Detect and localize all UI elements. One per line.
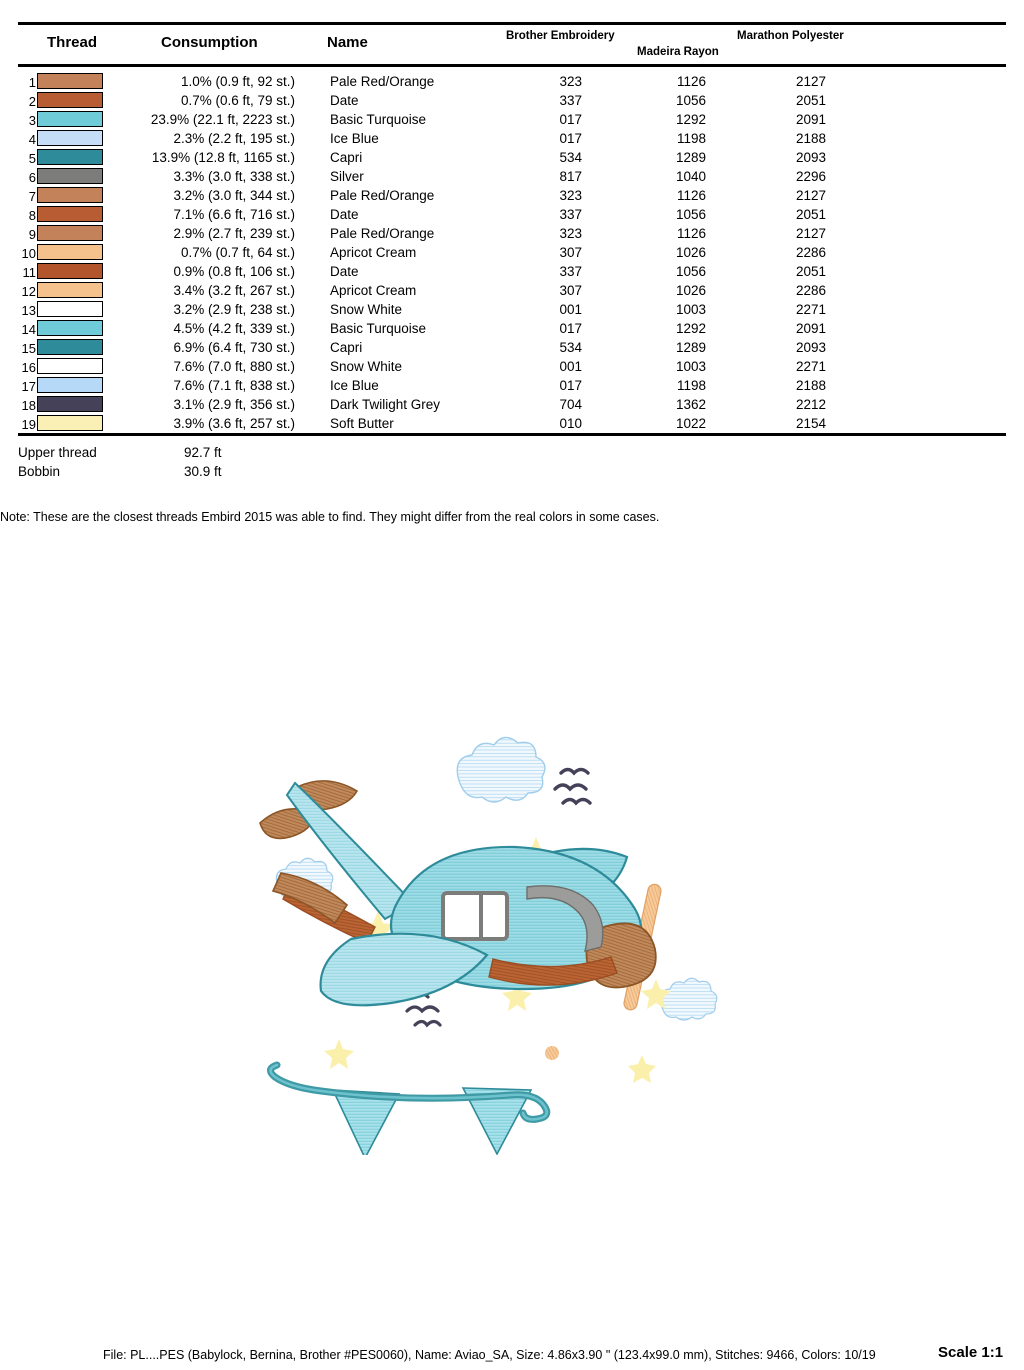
- thread-index: 7: [28, 189, 36, 204]
- thread-consumption: 7.1% (6.6 ft, 716 st.): [173, 207, 295, 222]
- thread-code-brother: 323: [559, 188, 582, 203]
- thread-code-madeira: 1289: [675, 340, 706, 355]
- thread-code-marathon: 2188: [795, 378, 826, 393]
- thread-consumption: 4.5% (4.2 ft, 339 st.): [173, 321, 295, 336]
- thread-name: Date: [330, 93, 359, 108]
- thread-code-brother: 307: [559, 283, 582, 298]
- thread-table-body: [0, 67, 1024, 433]
- table-header-row: [0, 25, 1024, 59]
- thread-code-marathon: 2091: [795, 112, 826, 127]
- table-row: [0, 300, 1024, 319]
- thread-name: Soft Butter: [330, 416, 394, 431]
- table-row: [0, 376, 1024, 395]
- thread-code-brother: 337: [559, 93, 582, 108]
- thread-code-marathon: 2154: [795, 416, 826, 431]
- total-row: [0, 445, 1024, 464]
- thread-code-brother: 017: [559, 321, 582, 336]
- thread-color-swatch: [37, 149, 103, 165]
- thread-index: 4: [28, 132, 36, 147]
- thread-consumption: 7.6% (7.0 ft, 880 st.): [173, 359, 295, 374]
- column-header-thread: Thread: [47, 34, 98, 51]
- thread-consumption: 2.3% (2.2 ft, 195 st.): [173, 131, 295, 146]
- thread-code-brother: 323: [559, 74, 582, 89]
- column-header-marathon: Marathon Polyester: [737, 30, 844, 42]
- thread-chart-sheet: [0, 0, 1024, 524]
- thread-consumption: 0.7% (0.6 ft, 79 st.): [180, 93, 295, 108]
- thread-color-swatch: [37, 358, 103, 374]
- thread-code-marathon: 2271: [795, 302, 826, 317]
- thread-code-madeira: 1003: [675, 302, 706, 317]
- table-row: [0, 338, 1024, 357]
- thread-code-brother: 337: [559, 264, 582, 279]
- thread-name: Apricot Cream: [330, 283, 417, 298]
- thread-color-swatch: [37, 187, 103, 203]
- thread-code-madeira: 1198: [676, 378, 706, 393]
- thread-code-marathon: 2127: [795, 188, 826, 203]
- thread-totals: [0, 436, 1024, 483]
- thread-index: 12: [21, 284, 36, 299]
- thread-code-brother: 017: [559, 112, 582, 127]
- thread-consumption: 2.9% (2.7 ft, 239 st.): [173, 226, 295, 241]
- thread-code-brother: 017: [559, 378, 582, 393]
- total-label: Upper thread: [18, 445, 97, 460]
- thread-consumption: 0.7% (0.7 ft, 64 st.): [180, 245, 295, 260]
- cloud-icon-top: [457, 737, 545, 802]
- thread-code-brother: 534: [559, 150, 582, 165]
- thread-color-swatch: [37, 320, 103, 336]
- thread-consumption: 3.2% (3.0 ft, 344 st.): [173, 188, 295, 203]
- bird-flock-icon-upper: [555, 770, 590, 804]
- footer-file-info: File: PL....PES (Babylock, Bernina, Brother #PES0060), Name: Aviao_SA, Size: 4.86x3.90 " (123.4x99.0 mm), Stitches: 9466, Colors: 10/19: [103, 1348, 876, 1362]
- wing-lower: [321, 934, 487, 1006]
- thread-code-madeira: 1056: [675, 207, 706, 222]
- table-row: [0, 319, 1024, 338]
- thread-code-madeira: 1026: [675, 283, 706, 298]
- table-row: [0, 167, 1024, 186]
- thread-code-marathon: 2051: [795, 93, 826, 108]
- thread-consumption: 3.2% (2.9 ft, 238 st.): [173, 302, 295, 317]
- thread-index: 3: [28, 113, 36, 128]
- thread-consumption: 3.3% (3.0 ft, 338 st.): [173, 169, 295, 184]
- table-row: [0, 357, 1024, 376]
- thread-color-swatch: [37, 130, 103, 146]
- thread-code-madeira: 1126: [676, 226, 706, 241]
- thread-name: Ice Blue: [330, 131, 379, 146]
- thread-code-marathon: 2093: [795, 150, 826, 165]
- thread-code-madeira: 1289: [675, 150, 706, 165]
- total-label: Bobbin: [18, 464, 61, 479]
- thread-name: Pale Red/Orange: [330, 188, 435, 203]
- thread-code-marathon: 2127: [795, 226, 826, 241]
- thread-code-marathon: 2127: [795, 74, 826, 89]
- footer-scale: Scale 1:1: [938, 1344, 1004, 1361]
- thread-color-swatch: [37, 415, 103, 431]
- table-row: [0, 414, 1024, 433]
- thread-code-madeira: 1292: [675, 321, 706, 336]
- thread-color-swatch: [37, 396, 103, 412]
- thread-code-brother: 337: [559, 207, 582, 222]
- thread-code-marathon: 2286: [795, 245, 826, 260]
- table-row: [0, 186, 1024, 205]
- thread-code-marathon: 2188: [795, 131, 826, 146]
- thread-index: 10: [21, 246, 36, 261]
- thread-consumption: 3.9% (3.6 ft, 257 st.): [173, 416, 295, 431]
- table-row: [0, 205, 1024, 224]
- thread-color-swatch: [37, 206, 103, 222]
- thread-code-madeira: 1126: [676, 188, 706, 203]
- thread-code-marathon: 2271: [795, 359, 826, 374]
- thread-code-marathon: 2093: [795, 340, 826, 355]
- cloud-icon-right: [660, 978, 716, 1020]
- thread-name: Date: [330, 264, 359, 279]
- thread-color-swatch: [37, 244, 103, 260]
- thread-color-swatch: [37, 225, 103, 241]
- thread-consumption: 6.9% (6.4 ft, 730 st.): [173, 340, 295, 355]
- table-row: [0, 262, 1024, 281]
- thread-name: Apricot Cream: [330, 245, 417, 260]
- confetti-dot: [545, 1046, 559, 1060]
- thread-index: 8: [28, 208, 36, 223]
- thread-code-marathon: 2296: [795, 169, 826, 184]
- thread-name: Snow White: [330, 359, 403, 374]
- column-header-consumption: Consumption: [161, 34, 258, 51]
- thread-index: 5: [28, 151, 36, 166]
- table-row: [0, 224, 1024, 243]
- thread-code-madeira: 1056: [675, 264, 706, 279]
- thread-name: Pale Red/Orange: [330, 226, 435, 241]
- thread-consumption: 13.9% (12.8 ft, 1165 st.): [151, 150, 295, 165]
- disclaimer-note: Note: These are the closest threads Embird 2015 was able to find. They might differ from the real colors in some cases.: [0, 510, 660, 524]
- thread-name: Pale Red/Orange: [330, 74, 435, 89]
- bunting-banner: [270, 1065, 546, 1155]
- thread-name: Basic Turquoise: [330, 321, 427, 336]
- column-header-brother: Brother Embroidery: [506, 30, 615, 42]
- thread-index: 9: [28, 227, 36, 242]
- thread-code-madeira: 1056: [675, 93, 706, 108]
- thread-name: Dark Twilight Grey: [330, 397, 441, 412]
- column-header-madeira: Madeira Rayon: [637, 46, 719, 58]
- thread-consumption: 23.9% (22.1 ft, 2223 st.): [150, 112, 295, 127]
- thread-color-swatch: [37, 263, 103, 279]
- thread-code-brother: 704: [559, 397, 582, 412]
- thread-name: Capri: [330, 340, 363, 355]
- thread-code-brother: 001: [559, 359, 582, 374]
- thread-index: 18: [21, 398, 36, 413]
- thread-color-swatch: [37, 168, 103, 184]
- thread-code-marathon: 2212: [795, 397, 826, 412]
- thread-name: Capri: [330, 150, 363, 165]
- thread-code-brother: 010: [559, 416, 582, 431]
- thread-index: 11: [22, 265, 36, 280]
- page-footer: [0, 1344, 1024, 1368]
- thread-index: 16: [21, 360, 36, 375]
- thread-color-swatch: [37, 92, 103, 108]
- thread-code-madeira: 1040: [675, 169, 706, 184]
- total-value: 30.9 ft: [184, 464, 222, 479]
- thread-consumption: 0.9% (0.8 ft, 106 st.): [173, 264, 295, 279]
- thread-index: 1: [28, 75, 36, 90]
- thread-code-brother: 017: [559, 131, 582, 146]
- thread-index: 6: [28, 170, 36, 185]
- thread-code-marathon: 2051: [795, 264, 826, 279]
- thread-index: 2: [28, 94, 36, 109]
- thread-consumption: 3.1% (2.9 ft, 356 st.): [173, 397, 295, 412]
- thread-name: Snow White: [330, 302, 403, 317]
- table-row: [0, 72, 1024, 91]
- thread-index: 17: [21, 379, 36, 394]
- thread-code-brother: 534: [559, 340, 582, 355]
- embroidery-design-preview: [255, 735, 755, 1155]
- thread-name: Ice Blue: [330, 378, 379, 393]
- total-row: [0, 464, 1024, 483]
- thread-code-madeira: 1126: [676, 74, 706, 89]
- thread-code-madeira: 1022: [675, 416, 706, 431]
- thread-color-swatch: [37, 301, 103, 317]
- thread-index: 13: [21, 303, 36, 318]
- thread-index: 14: [21, 322, 36, 337]
- thread-code-brother: 817: [559, 169, 582, 184]
- thread-color-swatch: [37, 339, 103, 355]
- thread-color-swatch: [37, 73, 103, 89]
- table-row: [0, 395, 1024, 414]
- thread-index: 19: [21, 417, 36, 432]
- table-row: [0, 281, 1024, 300]
- table-row: [0, 110, 1024, 129]
- table-row: [0, 243, 1024, 262]
- thread-code-madeira: 1198: [676, 131, 706, 146]
- thread-color-swatch: [37, 282, 103, 298]
- thread-code-brother: 001: [559, 302, 582, 317]
- thread-color-swatch: [37, 111, 103, 127]
- thread-consumption: 7.6% (7.1 ft, 838 st.): [173, 378, 295, 393]
- thread-code-marathon: 2286: [795, 283, 826, 298]
- thread-code-marathon: 2091: [795, 321, 826, 336]
- thread-code-madeira: 1362: [675, 397, 706, 412]
- thread-code-brother: 323: [559, 226, 582, 241]
- thread-code-brother: 307: [559, 245, 582, 260]
- table-row: [0, 129, 1024, 148]
- thread-consumption: 3.4% (3.2 ft, 267 st.): [173, 283, 295, 298]
- thread-consumption: 1.0% (0.9 ft, 92 st.): [180, 74, 295, 89]
- thread-color-swatch: [37, 377, 103, 393]
- thread-code-madeira: 1003: [675, 359, 706, 374]
- thread-name: Date: [330, 207, 359, 222]
- table-row: [0, 91, 1024, 110]
- column-header-name: Name: [327, 34, 368, 51]
- table-row: [0, 148, 1024, 167]
- thread-name: Silver: [330, 169, 364, 184]
- thread-index: 15: [21, 341, 36, 356]
- thread-code-marathon: 2051: [795, 207, 826, 222]
- thread-code-madeira: 1292: [675, 112, 706, 127]
- total-value: 92.7 ft: [184, 445, 222, 460]
- thread-code-madeira: 1026: [675, 245, 706, 260]
- thread-name: Basic Turquoise: [330, 112, 427, 127]
